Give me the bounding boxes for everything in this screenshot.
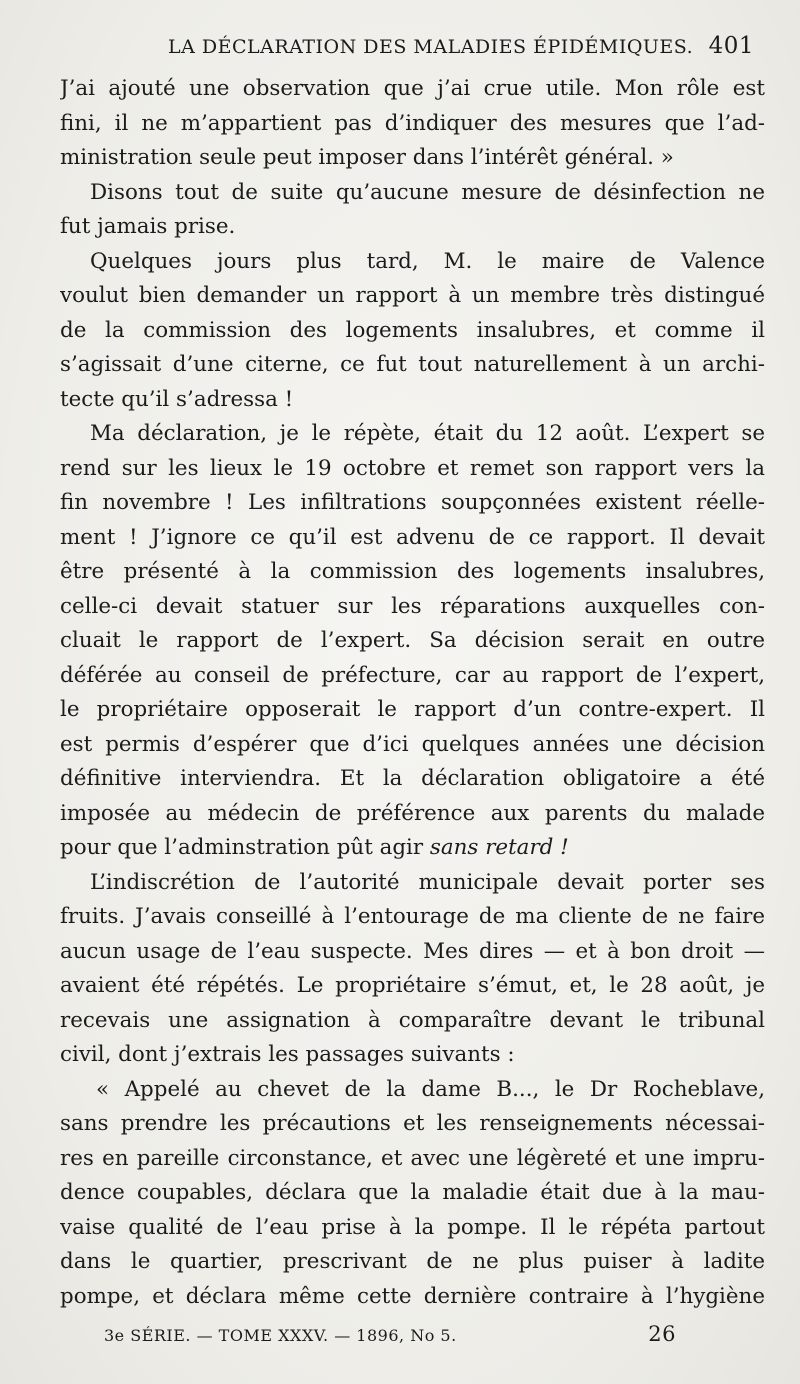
text-line: rend sur les lieux le 19 octobre et remet son rapport vers la (60, 455, 765, 481)
text-line: pompe, et déclara même cette dernière contraire à l’hygiène (60, 1283, 765, 1309)
text-line: fin novembre ! Les infiltrations soupçonnées existent réelle- (60, 490, 765, 515)
text-line: recevais une assignation à comparaître devant le tribunal (60, 1007, 765, 1033)
text-line: fini, il ne m’appartient pas d’indiquer des mesures que l’ad- (60, 110, 765, 136)
text-line: sans prendre les précautions et les renseignements nécessai- (60, 1111, 765, 1136)
text-line: définitive interviendra. Et la déclaration obligatoire a été (60, 766, 765, 791)
text-line: L’indiscrétion de l’autorité municipale devait porter ses (90, 869, 765, 895)
text-line: cluait le rapport de l’expert. Sa décision serait en outre (60, 628, 765, 653)
series-volume-line: 3e SÉRIE. — TOME XXXV. — 1896, No 5. (104, 1326, 457, 1345)
text-line: ment ! J’ignore ce qu’il est advenu de ce rapport. Il devait (60, 524, 765, 550)
text-line: le propriétaire opposerait le rapport d’un contre-expert. Il (60, 697, 765, 722)
body-text (60, 72, 765, 1314)
text-line: Disons tout de suite qu’aucune mesure de désinfection ne (90, 179, 765, 205)
text-line: fruits. J’avais conseillé à l’entourage de ma cliente de ne faire (60, 904, 765, 929)
text-line: civil, dont j’extrais les passages suivants : (60, 1042, 515, 1067)
text-line: avaient été répétés. Le propriétaire s’émut, et, le 28 août, je (60, 973, 765, 998)
text-line: ministration seule peut imposer dans l’intérêt général. » (60, 145, 674, 170)
text-line: « Appelé au chevet de la dame B..., le Dr Rocheblave, (96, 1076, 765, 1102)
page-number: 401 (708, 33, 754, 59)
text-line: aucun usage de l’eau suspecte. Mes dires — et à bon droit — (60, 938, 765, 964)
text-line: être présenté à la commission des logements insalubres, (60, 559, 765, 584)
text-line-with-italic (60, 831, 765, 866)
text-line: s’agissait d’une citerne, ce fut tout naturellement à un archi- (60, 352, 765, 377)
text-line: dence coupables, déclara que la maladie était due à la mau- (60, 1180, 765, 1205)
text-line: imposée au médecin de préférence aux parents du malade (60, 800, 765, 826)
text-line: Quelques jours plus tard, M. le maire de Valence (90, 248, 765, 274)
text-line: tecte qu’il s’adressa ! (60, 386, 294, 412)
signature-mark: 26 (648, 1322, 676, 1346)
text-line: dans le quartier, prescrivant de ne plus puiser à ladite (60, 1249, 765, 1274)
italic-fragment: sans retard ! (429, 835, 569, 860)
text-line: J’ai ajouté une observation que j’ai crue utile. Mon rôle est (60, 76, 765, 101)
text-line: Ma déclaration, je le répète, était du 12 août. L’expert se (90, 421, 765, 446)
text-line: fut jamais prise. (60, 214, 236, 239)
text-line: res en pareille circonstance, et avec une légèreté et une impru- (60, 1145, 765, 1171)
text-line: celle-ci devait statuer sur les réparations auxquelles con- (60, 593, 765, 619)
running-title: LA DÉCLARATION DES MALADIES ÉPIDÉMIQUES. (168, 36, 694, 58)
text-line: vaise qualité de l’eau prise à la pompe. Il le répéta partout (60, 1214, 765, 1240)
text-fragment: pour que l’adminstration pût agir (60, 835, 430, 860)
text-line: voulut bien demander un rapport à un membre très distingué (60, 283, 765, 308)
text-line: de la commission des logements insalubres, et comme il (60, 317, 765, 343)
text-line: est permis d’espérer que d’ici quelques années une décision (60, 731, 765, 757)
text-line: déférée au conseil de préfecture, car au rapport de l’expert, (60, 662, 765, 688)
